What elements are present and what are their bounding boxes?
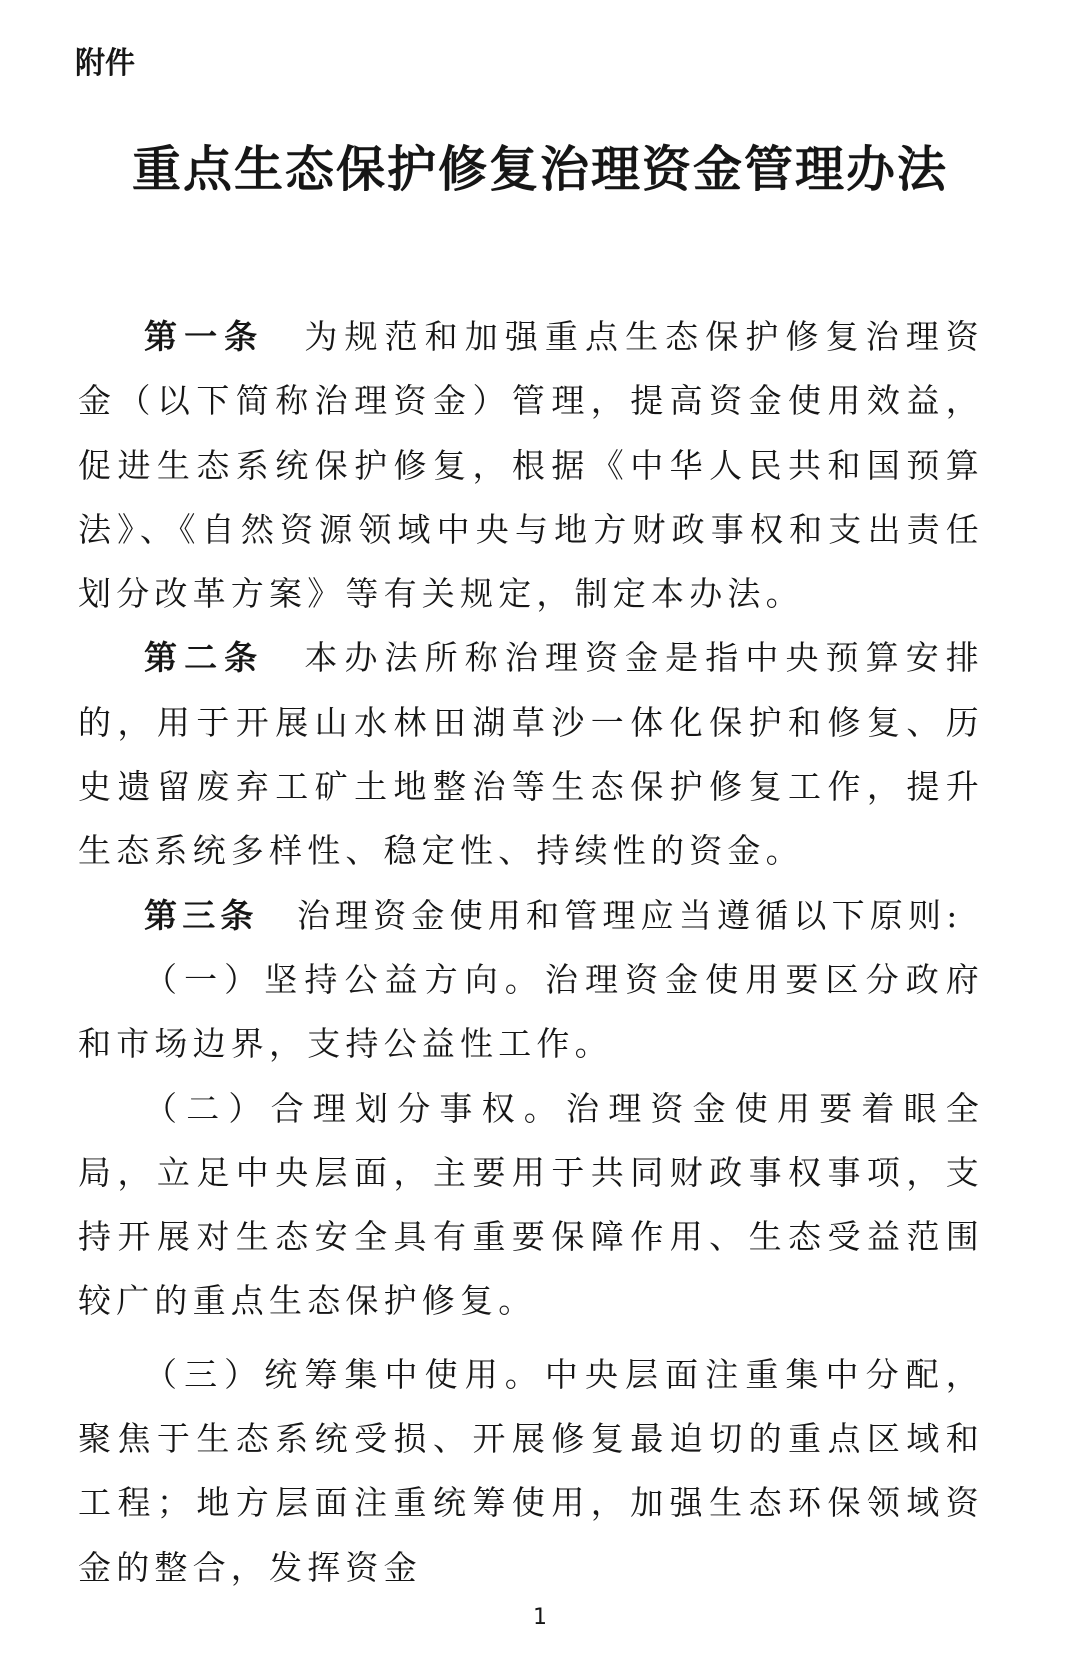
principle-3: （三）统筹集中使用。中央层面注重集中分配，聚焦于生态系统受损、开展修复最迫切的重点区域和工程；地方层面注重统筹使用，加强生态环保领域资金的整合，发挥资金	[78, 1354, 984, 1587]
article-3	[78, 884, 984, 948]
article-2	[78, 626, 984, 883]
article-text: 本办法所称治理资金是指中央预算安排的，用于开展山水林田湖草沙一体化保护和修复、历史遗留废弃工矿土地整治等生态保护修复工作，提升生态系统多样性、稳定性、持续性的资金。	[78, 638, 984, 871]
article-text: 为规范和加强重点生态保护修复治理资金（以下简称治理资金）管理，提高资金使用效益，促进生态系统保护修复，根据《中华人民共和国预算法》、《自然资源领域中央与地方财政事权和支出责任划分改革方案》等有关规定，制定本办法。	[78, 317, 984, 614]
principle-1: （一）坚持公益方向。治理资金使用要区分政府和市场边界，支持公益性工作。	[78, 959, 984, 1064]
article-1	[78, 305, 984, 626]
principle-2: （二）合理划分事权。治理资金使用要着眼全局，立足中央层面，主要用于共同财政事权事项，支持开展对生态安全具有重要保障作用、生态受益范围较广的重点生态保护修复。	[78, 1088, 984, 1321]
article-label: 第二条	[144, 638, 265, 678]
page-number: 1	[533, 1605, 547, 1630]
document-body	[78, 305, 984, 1600]
document-title: 重点生态保护修复治理资金管理办法	[131, 141, 948, 198]
article-label: 第一条	[144, 317, 265, 356]
article-label: 第三条	[144, 895, 259, 935]
attachment-label: 附件	[75, 46, 135, 81]
article-text: 治理资金使用和管理应当遵循以下原则:	[296, 895, 963, 935]
